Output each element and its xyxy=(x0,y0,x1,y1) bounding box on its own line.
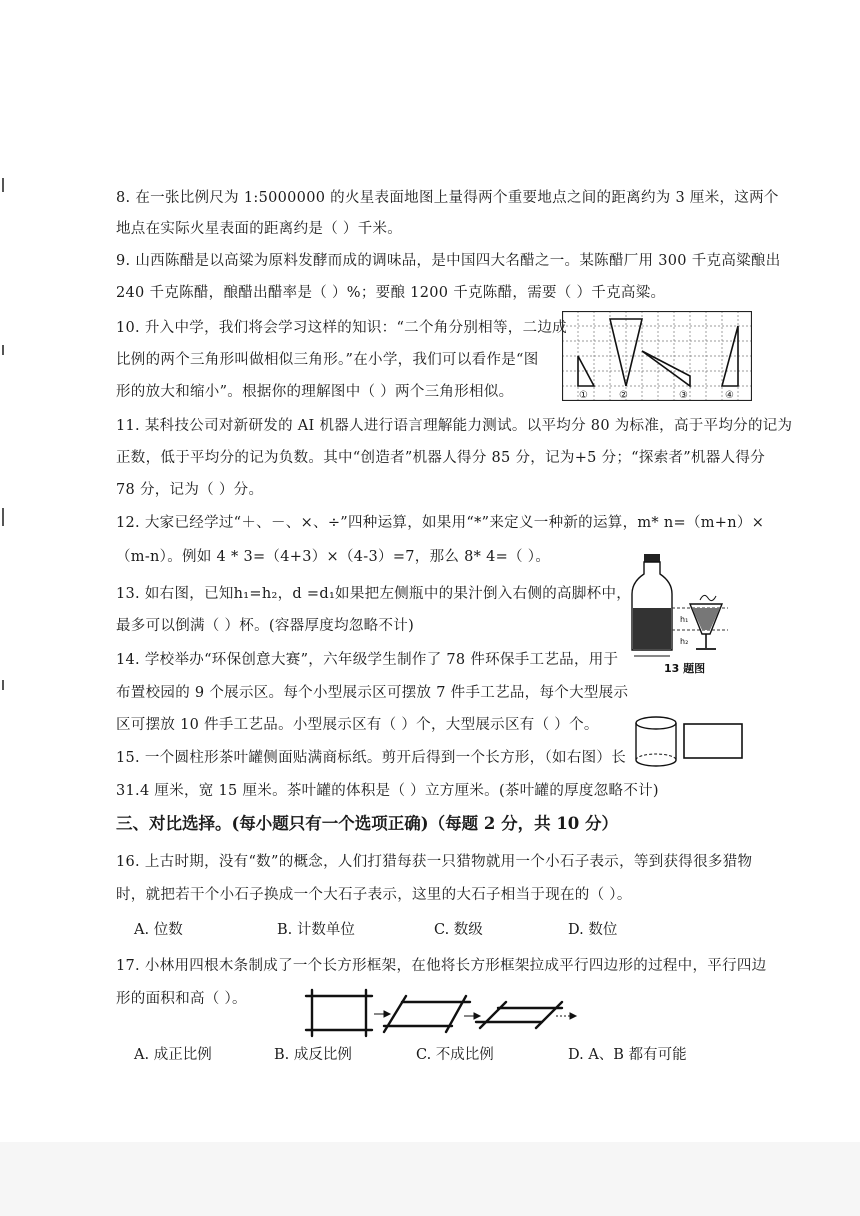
question-16-option-c: C. 数级 xyxy=(434,922,483,938)
question-9-line-2: 240 千克陈醋，酿醋出醋率是（ ）%；要酿 1200 千克陈醋，需要（ ）千克高粱。 xyxy=(116,285,666,301)
triangle-grid-figure xyxy=(562,311,752,401)
triangle-label-1: ① xyxy=(579,390,588,401)
unrolled-rectangle xyxy=(684,724,742,758)
question-14-line-1: 14. 学校举办“环保创意大赛”，六年级学生制作了 78 件环保手工艺品，用于 xyxy=(116,652,619,668)
question-14-line-3: 区可摆放 10 件手工艺品。小型展示区有（ ）个，大型展示区有（ ）个。 xyxy=(116,717,599,733)
question-16-line-1: 16. 上古时期，没有“数”的概念，人们打猎每获一只猎物就用一个小石子表示，等到获得很多猎物 xyxy=(116,854,753,870)
question-16-option-d: D. 数位 xyxy=(568,922,618,938)
scan-edge-mark xyxy=(2,345,4,355)
question-15-line-2: 31.4 厘米，宽 15 厘米。茶叶罐的体积是（ ）立方厘米。(茶叶罐的厚度忽略不计) xyxy=(116,783,659,799)
question-11-line-2: 正数，低于平均分的记为负数。其中“创造者”机器人得分 85 分，记为+5 分；“探索者”机器人得分 xyxy=(116,450,766,466)
question-14-line-2: 布置校园的 9 个展示区。每个小型展示区可摆放 7 件手工艺品，每个大型展示 xyxy=(116,685,629,701)
question-9-line-1: 9. 山西陈醋是以高粱为原料发酵而成的调味品，是中国四大名醋之一。某陈醋厂用 300 千克高粱酿出 xyxy=(116,253,781,269)
scan-edge-mark xyxy=(2,178,4,192)
question-8-line-2: 地点在实际火星表面的距离约是（ ）千米。 xyxy=(116,221,403,237)
frame-deformation-figure xyxy=(300,986,600,1038)
question-8-line-1: 8. 在一张比例尺为 1:5000000 的火星表面地图上量得两个重要地点之间的距离约为 3 厘米，这两个 xyxy=(116,190,779,206)
question-17-option-a: A. 成正比例 xyxy=(134,1047,212,1063)
figure-caption: 13 题图 xyxy=(664,662,706,675)
scan-edge-mark xyxy=(2,680,4,690)
question-17-option-b: B. 成反比例 xyxy=(274,1047,352,1063)
juice-level xyxy=(633,608,671,649)
question-12-line-2: （m-n）。例如 4 * 3=（4+3）×（4-3）=7，那么 8* 4=（ ）。 xyxy=(116,549,551,565)
question-17-option-d: D. A、B 都有可能 xyxy=(568,1047,687,1063)
cylinder-figure xyxy=(634,714,746,772)
question-10-line-2: 比例的两个三角形叫做相似三角形。”在小学，我们可以看作是“图 xyxy=(116,352,539,368)
question-17-option-c: C. 不成比例 xyxy=(416,1047,494,1063)
h1-label: h₁ xyxy=(680,615,689,624)
question-13-line-2: 最多可以倒满（ ）杯。(容器厚度均忽略不计) xyxy=(116,618,415,634)
question-16-option-b: B. 计数单位 xyxy=(277,922,355,938)
question-17-line-2: 形的面积和高（ ）。 xyxy=(116,991,247,1007)
question-17-line-1: 17. 小林用四根木条制成了一个长方形框架，在他将长方形框架拉成平行四边形的过程中，平行四边 xyxy=(116,958,767,974)
bottle-goblet-figure xyxy=(630,552,732,676)
question-10-line-1: 10. 升入中学，我们将会学习这样的知识：“二个角分别相等，二边成 xyxy=(116,320,567,336)
triangle-label-2: ② xyxy=(619,390,628,401)
question-13-line-1: 13. 如右图，已知h₁=h₂，d =d₁如果把左侧瓶中的果汁倒入右侧的高脚杯中， xyxy=(116,586,632,602)
question-16-option-a: A. 位数 xyxy=(134,922,183,938)
triangle-label-4: ④ xyxy=(725,390,734,401)
question-11-line-3: 78 分，记为（ ）分。 xyxy=(116,482,264,498)
question-11-line-1: 11. 某科技公司对新研发的 AI 机器人进行语言理解能力测试。以平均分 80 为标准，高于平均分的记为 xyxy=(116,418,793,434)
scan-edge-mark xyxy=(2,508,4,526)
h2-label: h₂ xyxy=(680,637,689,646)
question-15-line-1: 15. 一个圆柱形茶叶罐侧面贴满商标纸。剪开后得到一个长方形，（如右图）长 xyxy=(116,750,627,766)
section-3-heading: 三、对比选择。(每小题只有一个选项正确)（每题 2 分，共 10 分） xyxy=(116,814,619,833)
scan-bottom-margin xyxy=(0,1142,860,1216)
question-16-line-2: 时，就把若干个小石子换成一个大石子表示，这里的大石子相当于现在的（ ）。 xyxy=(116,887,632,903)
question-10-line-3: 形的放大和缩小”。根据你的理解图中（ ）两个三角形相似。 xyxy=(116,384,514,400)
question-12-line-1: 12. 大家已经学过“＋、－、×、÷”四种运算，如果用“*”来定义一种新的运算，m* n=（m+n）× xyxy=(116,515,765,531)
triangle-label-3: ③ xyxy=(679,390,688,401)
